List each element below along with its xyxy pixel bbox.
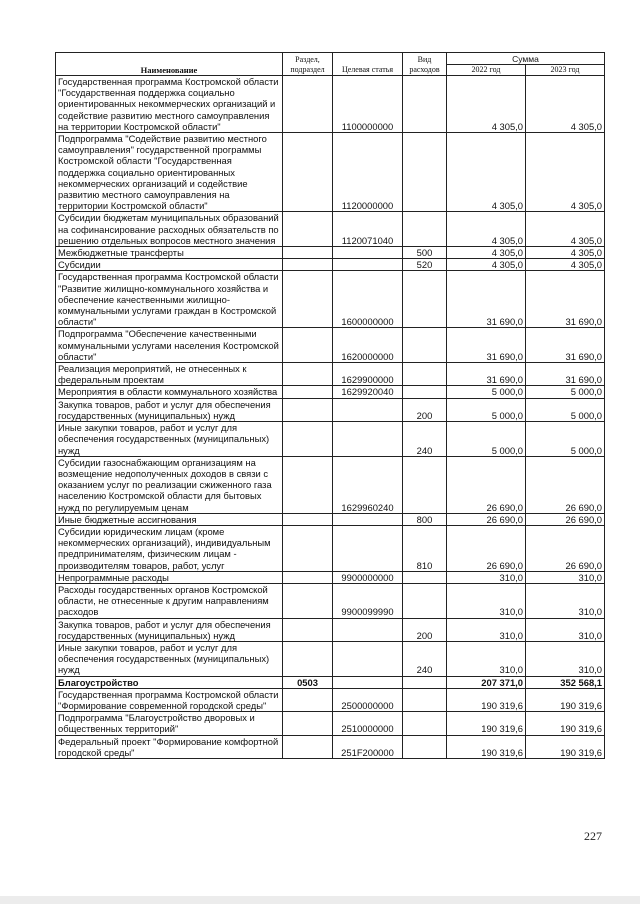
row-sum-2022: 31 690,0 — [447, 363, 526, 386]
row-expense-type: 200 — [403, 618, 447, 641]
row-expense-type — [403, 735, 447, 758]
table-row — [56, 735, 605, 758]
row-name: Закупка товаров, работ и услуг для обеспечения государственных (муниципальных) нужд — [56, 398, 283, 421]
row-sum-2023: 31 690,0 — [526, 328, 605, 363]
row-name: Федеральный проект "Формирование комфортной городской среды" — [56, 735, 283, 758]
row-expense-type — [403, 328, 447, 363]
row-sum-2023: 310,0 — [526, 641, 605, 676]
table-row — [56, 422, 605, 457]
page-number: 227 — [584, 829, 602, 843]
row-sum-2023: 310,0 — [526, 618, 605, 641]
row-sum-2023: 190 319,6 — [526, 735, 605, 758]
row-section: 0503 — [283, 676, 333, 688]
row-name: Реализация мероприятий, не отнесенных к федеральным проектам — [56, 363, 283, 386]
row-section — [283, 386, 333, 398]
table-row — [56, 247, 605, 259]
row-section — [283, 641, 333, 676]
row-section — [283, 712, 333, 735]
row-expense-type — [403, 271, 447, 328]
row-sum-2023: 5 000,0 — [526, 422, 605, 457]
row-name: Субсидии юридическим лицам (кроме некоммерческих организаций), индивидуальным предпринимателям, физическим лицам - производителям товаров, работ, услуг — [56, 525, 283, 571]
row-sum-2023: 26 690,0 — [526, 513, 605, 525]
row-expense-type — [403, 212, 447, 247]
row-name: Иные закупки товаров, работ и услуг для обеспечения государственных (муниципальных) нужд — [56, 422, 283, 457]
row-target — [333, 525, 403, 571]
row-target: 1600000000 — [333, 271, 403, 328]
row-sum-2022: 4 305,0 — [447, 212, 526, 247]
row-section — [283, 525, 333, 571]
row-target: 1620000000 — [333, 328, 403, 363]
header-target: Целевая статья — [333, 53, 403, 76]
row-section — [283, 76, 333, 133]
row-sum-2022: 4 305,0 — [447, 76, 526, 133]
row-sum-2022: 31 690,0 — [447, 328, 526, 363]
row-sum-2022: 190 319,6 — [447, 712, 526, 735]
budget-table — [55, 52, 605, 759]
row-section — [283, 133, 333, 212]
header-section: Раздел, подраздел — [283, 53, 333, 76]
row-sum-2022: 4 305,0 — [447, 133, 526, 212]
row-name: Иные бюджетные ассигнования — [56, 513, 283, 525]
table-row — [56, 386, 605, 398]
row-target: 2500000000 — [333, 688, 403, 711]
row-target: 1629960240 — [333, 456, 403, 513]
row-name: Подпрограмма "Обеспечение качественными коммунальными услугами населения Костромской области" — [56, 328, 283, 363]
row-section — [283, 212, 333, 247]
row-sum-2023: 4 305,0 — [526, 133, 605, 212]
row-sum-2023: 310,0 — [526, 583, 605, 618]
row-expense-type: 810 — [403, 525, 447, 571]
row-sum-2023: 4 305,0 — [526, 212, 605, 247]
row-target — [333, 676, 403, 688]
table-row — [56, 133, 605, 212]
row-expense-type: 240 — [403, 641, 447, 676]
row-sum-2022: 5 000,0 — [447, 422, 526, 457]
row-sum-2022: 26 690,0 — [447, 525, 526, 571]
row-sum-2022: 207 371,0 — [447, 676, 526, 688]
row-name: Благоустройство — [56, 676, 283, 688]
row-expense-type — [403, 583, 447, 618]
table-row — [56, 363, 605, 386]
row-name: Иные закупки товаров, работ и услуг для обеспечения государственных (муниципальных) нужд — [56, 641, 283, 676]
table-row — [56, 212, 605, 247]
row-target: 1100000000 — [333, 76, 403, 133]
table-row — [56, 712, 605, 735]
row-sum-2023: 31 690,0 — [526, 271, 605, 328]
row-expense-type — [403, 571, 447, 583]
row-section — [283, 583, 333, 618]
row-sum-2023: 5 000,0 — [526, 386, 605, 398]
header-sum: Сумма — [447, 53, 605, 65]
row-section — [283, 398, 333, 421]
row-expense-type: 500 — [403, 247, 447, 259]
row-target: 251F200000 — [333, 735, 403, 758]
row-sum-2023: 5 000,0 — [526, 398, 605, 421]
row-target: 9900099990 — [333, 583, 403, 618]
row-expense-type — [403, 456, 447, 513]
row-sum-2023: 31 690,0 — [526, 363, 605, 386]
row-sum-2023: 190 319,6 — [526, 688, 605, 711]
row-expense-type — [403, 76, 447, 133]
row-section — [283, 456, 333, 513]
row-sum-2022: 4 305,0 — [447, 247, 526, 259]
row-section — [283, 363, 333, 386]
row-sum-2022: 5 000,0 — [447, 398, 526, 421]
row-expense-type — [403, 688, 447, 711]
row-sum-2023: 26 690,0 — [526, 456, 605, 513]
row-name: Государственная программа Костромской области "Развитие жилищно-коммунального хозяйства и обеспечение качественными жилищно-коммунальными услугами граждан в Костромской области" — [56, 271, 283, 328]
row-sum-2023: 4 305,0 — [526, 259, 605, 271]
row-target — [333, 259, 403, 271]
table-row — [56, 259, 605, 271]
table-row — [56, 271, 605, 328]
table-row — [56, 676, 605, 688]
table-row — [56, 688, 605, 711]
table-row — [56, 513, 605, 525]
row-sum-2022: 310,0 — [447, 641, 526, 676]
header-expense-type: Вид расходов — [403, 53, 447, 76]
table-row — [56, 571, 605, 583]
row-expense-type — [403, 133, 447, 212]
row-name: Закупка товаров, работ и услуг для обеспечения государственных (муниципальных) нужд — [56, 618, 283, 641]
row-sum-2022: 26 690,0 — [447, 513, 526, 525]
row-target: 1120000000 — [333, 133, 403, 212]
row-target — [333, 422, 403, 457]
row-section — [283, 247, 333, 259]
row-sum-2022: 190 319,6 — [447, 688, 526, 711]
row-sum-2023: 26 690,0 — [526, 525, 605, 571]
table-body — [56, 76, 605, 759]
row-expense-type — [403, 386, 447, 398]
row-sum-2022: 31 690,0 — [447, 271, 526, 328]
row-section — [283, 688, 333, 711]
row-target — [333, 513, 403, 525]
row-name: Межбюджетные трансферты — [56, 247, 283, 259]
row-section — [283, 571, 333, 583]
row-sum-2023: 4 305,0 — [526, 76, 605, 133]
row-name: Субсидии — [56, 259, 283, 271]
row-expense-type — [403, 363, 447, 386]
row-target — [333, 618, 403, 641]
row-sum-2022: 310,0 — [447, 571, 526, 583]
scan-footer-strip — [0, 896, 640, 904]
row-target: 1629920040 — [333, 386, 403, 398]
table-row — [56, 525, 605, 571]
row-target — [333, 247, 403, 259]
row-name: Субсидии газоснабжающим организациям на возмещение недополученных доходов в связи с оказанием услуг по реализации сжиженного газа населению Костромской области для бытовых нужд по регулируемым ценам — [56, 456, 283, 513]
row-sum-2022: 190 319,6 — [447, 735, 526, 758]
row-name: Государственная программа Костромской области "Формирование современной городской среды" — [56, 688, 283, 711]
row-name: Мероприятия в области коммунального хозяйства — [56, 386, 283, 398]
header-name: Наименование — [56, 53, 283, 76]
row-target: 1629900000 — [333, 363, 403, 386]
row-sum-2022: 310,0 — [447, 583, 526, 618]
row-target — [333, 398, 403, 421]
row-target: 2510000000 — [333, 712, 403, 735]
row-sum-2022: 26 690,0 — [447, 456, 526, 513]
table-row — [56, 398, 605, 421]
row-sum-2023: 310,0 — [526, 571, 605, 583]
row-target — [333, 641, 403, 676]
row-expense-type: 240 — [403, 422, 447, 457]
table-row — [56, 641, 605, 676]
row-section — [283, 271, 333, 328]
header-year-2023: 2023 год — [526, 65, 605, 76]
row-name: Подпрограмма "Благоустройство дворовых и общественных территорий" — [56, 712, 283, 735]
row-sum-2022: 310,0 — [447, 618, 526, 641]
table-row — [56, 328, 605, 363]
row-expense-type — [403, 712, 447, 735]
row-section — [283, 618, 333, 641]
table-row — [56, 618, 605, 641]
row-sum-2023: 4 305,0 — [526, 247, 605, 259]
row-sum-2023: 190 319,6 — [526, 712, 605, 735]
row-target: 9900000000 — [333, 571, 403, 583]
table-row — [56, 583, 605, 618]
row-name: Непрограммные расходы — [56, 571, 283, 583]
row-expense-type: 200 — [403, 398, 447, 421]
row-section — [283, 328, 333, 363]
row-name: Расходы государственных органов Костромской области, не отнесенные к другим направлениям расходов — [56, 583, 283, 618]
row-section — [283, 735, 333, 758]
table-row — [56, 456, 605, 513]
row-expense-type: 520 — [403, 259, 447, 271]
row-name: Субсидии бюджетам муниципальных образований на софинансирование расходных обязательств по решению отдельных вопросов местного значения — [56, 212, 283, 247]
row-sum-2022: 4 305,0 — [447, 259, 526, 271]
header-year-2022: 2022 год — [447, 65, 526, 76]
row-expense-type — [403, 676, 447, 688]
table-row — [56, 76, 605, 133]
table-header — [56, 53, 605, 76]
row-section — [283, 259, 333, 271]
row-section — [283, 513, 333, 525]
row-name: Государственная программа Костромской области "Государственная поддержка социально ориентированных некоммерческих организаций и содействие развитию местного самоуправления на территории Костромской области" — [56, 76, 283, 133]
row-sum-2023: 352 568,1 — [526, 676, 605, 688]
row-sum-2022: 5 000,0 — [447, 386, 526, 398]
row-expense-type: 800 — [403, 513, 447, 525]
row-section — [283, 422, 333, 457]
row-name: Подпрограмма "Содействие развитию местного самоуправления" государственной программы Костромской области "Государственная поддержка социально ориентированных некоммерческих организаций и содействие развитию местного самоуправления на территории Костромской области" — [56, 133, 283, 212]
row-target: 1120071040 — [333, 212, 403, 247]
